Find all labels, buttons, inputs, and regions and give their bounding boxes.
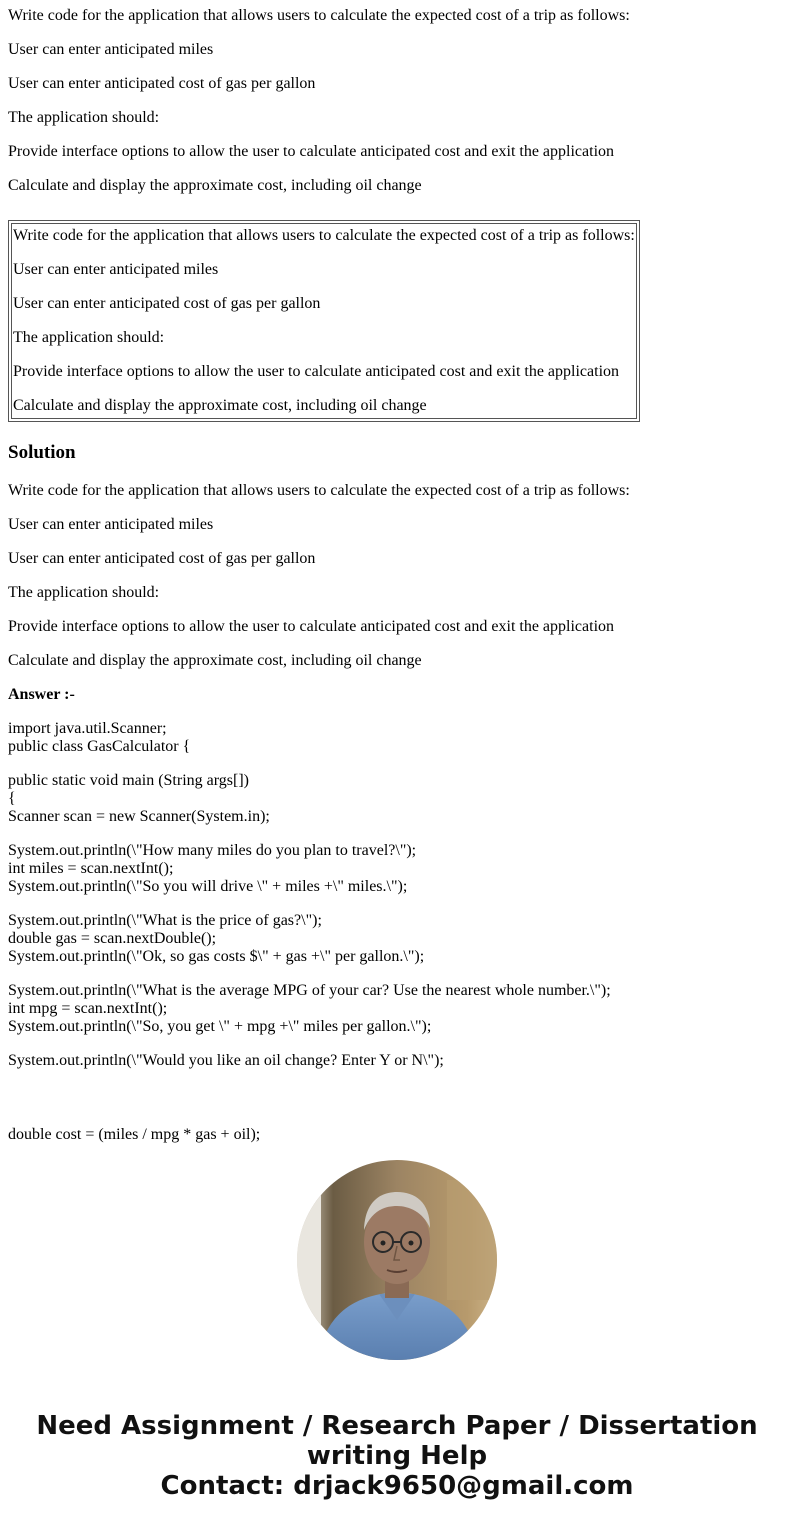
question-table-cell — [11, 223, 637, 419]
question-paragraph: User can enter anticipated cost of gas per gallon — [8, 75, 316, 92]
code-block: public static void main (String args[]) { Scanner scan = new Scanner(System.in); — [8, 772, 270, 825]
question-section — [8, 7, 786, 195]
question-paragraph: Calculate and display the approximate cost, including oil change — [8, 177, 422, 194]
tutor-portrait-image — [297, 1160, 497, 1360]
solution-paragraph: Provide interface options to allow the user to calculate anticipated cost and exit the application — [8, 618, 615, 635]
solution-paragraph: User can enter anticipated cost of gas per gallon — [8, 550, 316, 567]
question-paragraph: The application should: — [8, 109, 160, 126]
avatar — [297, 1160, 497, 1360]
code-block: System.out.println(\"What is the average MPG of your car? Use the nearest whole number.\"); int mpg = scan.nextInt(); System.out.println(\"So, you get \" + mpg +\" miles per gallon.\"); — [8, 982, 611, 1035]
table-paragraph: Provide interface options to allow the user to calculate anticipated cost and exit the application — [13, 363, 620, 380]
table-paragraph: User can enter anticipated cost of gas per gallon — [13, 295, 321, 312]
solution-paragraph: The application should: — [8, 584, 160, 601]
solution-paragraph: Write code for the application that allows users to calculate the expected cost of a trip as follows: — [8, 482, 630, 499]
page-content — [0, 7, 794, 1144]
promo-line: Need Assignment / Research Paper / Dissertation — [36, 1411, 758, 1441]
code-block: import java.util.Scanner; public class GasCalculator { — [8, 720, 191, 755]
table-paragraph: User can enter anticipated miles — [13, 261, 219, 278]
promo-contact: Contact: drjack9650@gmail.com — [160, 1471, 634, 1501]
question-paragraph: User can enter anticipated miles — [8, 41, 214, 58]
solution-paragraph: Calculate and display the approximate cost, including oil change — [8, 652, 422, 669]
table-paragraph: The application should: — [13, 329, 165, 346]
code-block: System.out.println(\"Would you like an oil change? Enter Y or N\"); — [8, 1052, 444, 1069]
solution-heading: Solution — [8, 442, 76, 463]
code-block: double cost = (miles / mpg * gas + oil); — [8, 1126, 261, 1143]
code-block: System.out.println(\"How many miles do you plan to travel?\"); int miles = scan.nextInt(); System.out.println(\"So you will drive \" + miles +\" miles.\"); — [8, 842, 417, 895]
solution-paragraph: User can enter anticipated miles — [8, 516, 214, 533]
solution-section — [8, 482, 786, 1144]
promo-line: writing Help — [306, 1441, 488, 1471]
question-paragraph: Write code for the application that allows users to calculate the expected cost of a trip as follows: — [8, 7, 630, 24]
blank-line — [8, 1086, 786, 1110]
question-table — [8, 220, 640, 422]
table-paragraph: Write code for the application that allows users to calculate the expected cost of a trip as follows: — [13, 227, 635, 244]
code-block: System.out.println(\"What is the price of gas?\"); double gas = scan.nextDouble(); System.out.println(\"Ok, so gas costs $\" + gas +\" per gallon.\"); — [8, 912, 425, 965]
answer-label: Answer :- — [8, 686, 75, 703]
question-paragraph: Provide interface options to allow the user to calculate anticipated cost and exit the application — [8, 143, 615, 160]
table-paragraph: Calculate and display the approximate cost, including oil change — [13, 397, 427, 414]
promo-banner — [0, 1411, 794, 1501]
